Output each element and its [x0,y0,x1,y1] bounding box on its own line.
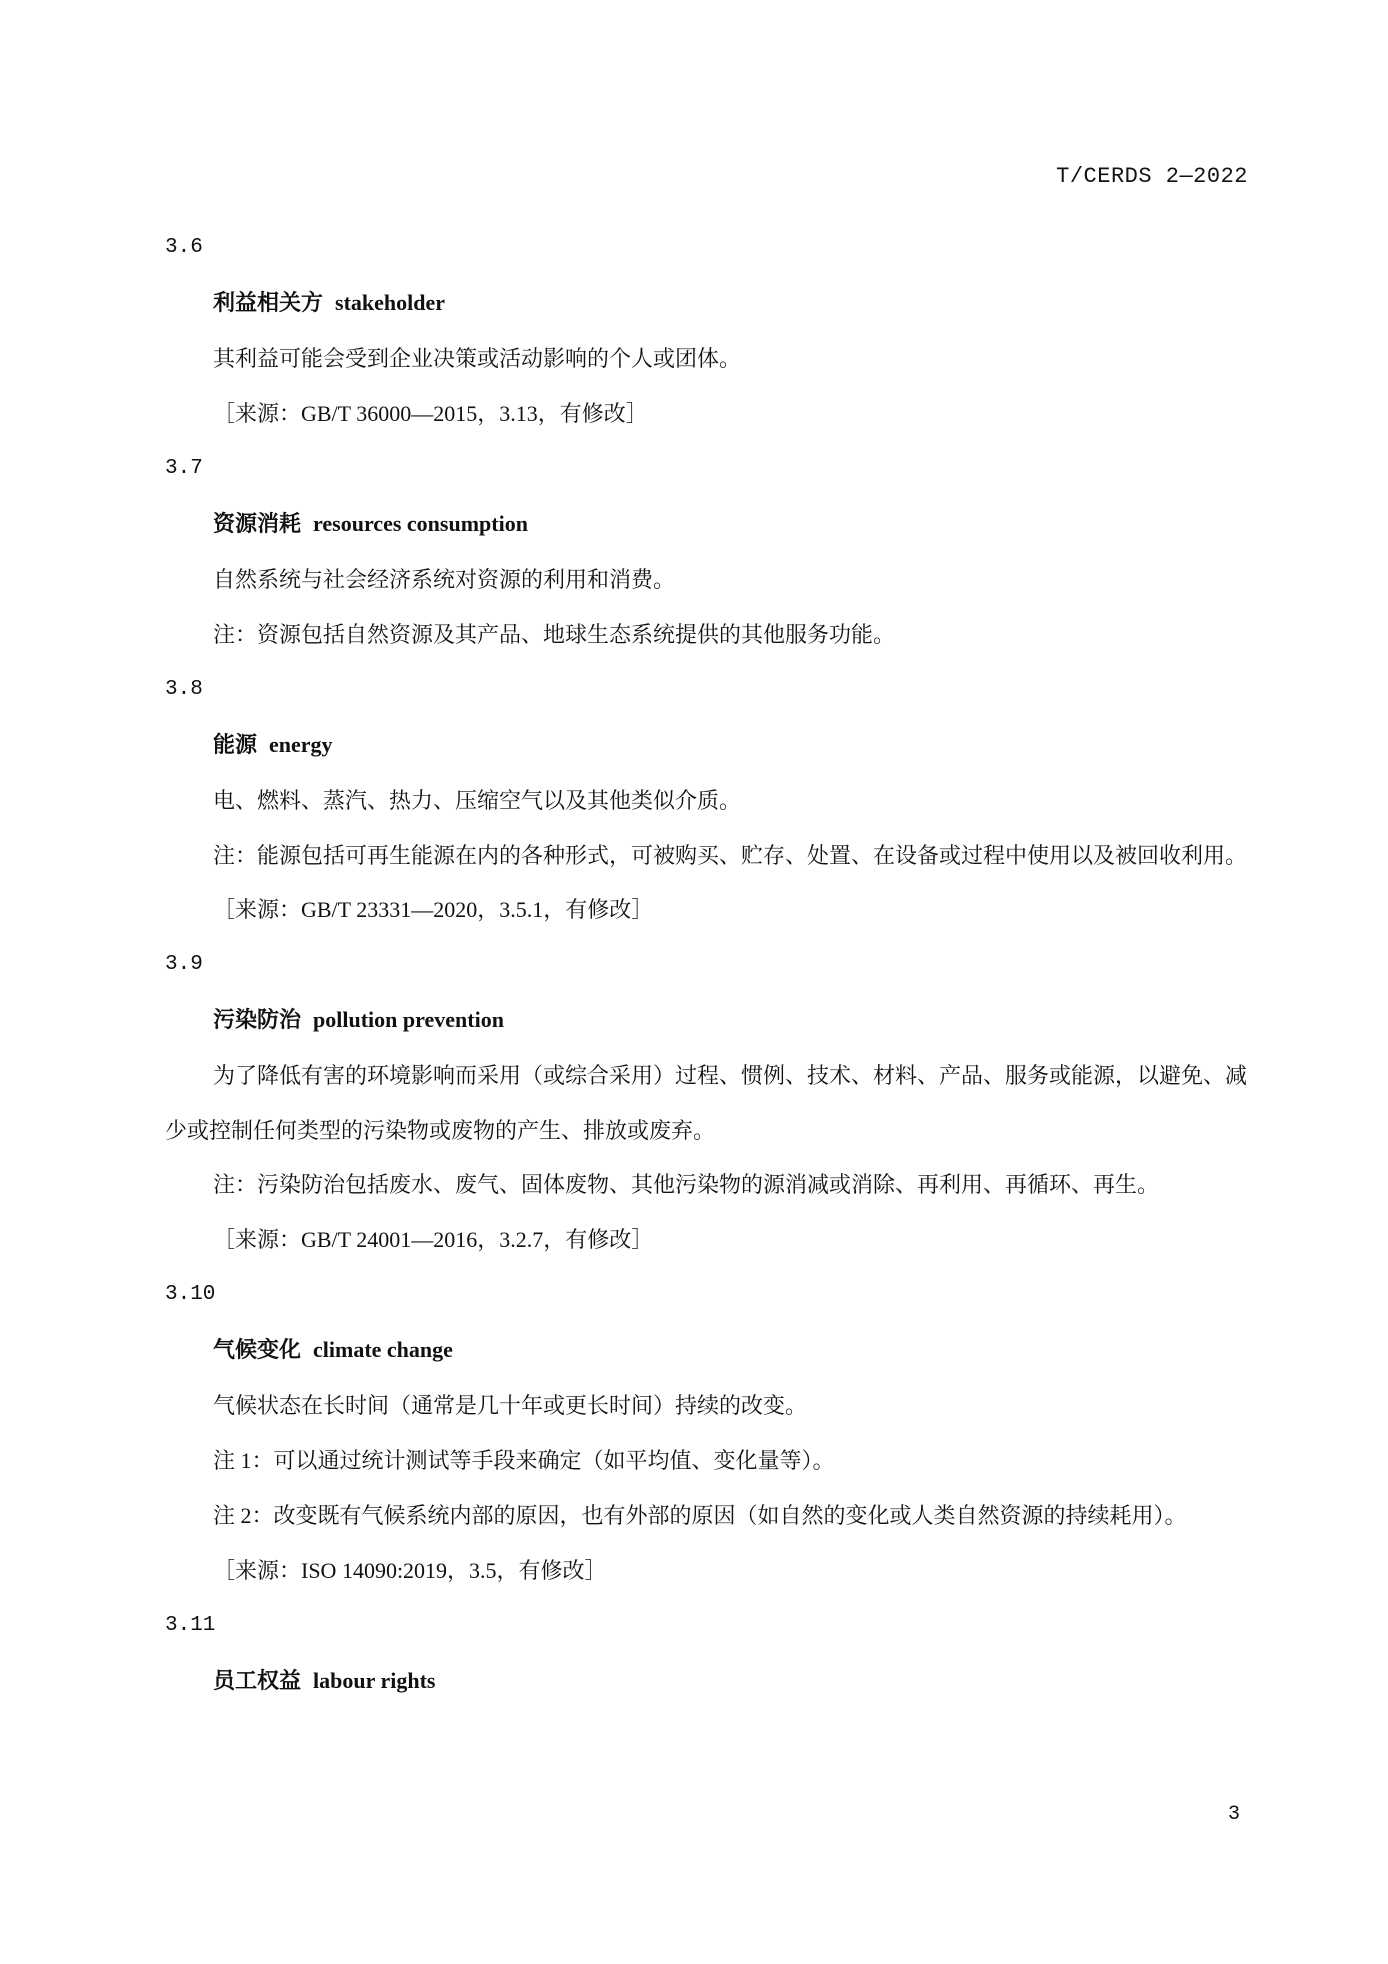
note: 注：资源包括自然资源及其产品、地球生态系统提供的其他服务功能。 [213,622,896,647]
term-heading [165,1006,1255,1035]
clause-number: 3.11 [165,1614,216,1637]
term-zh: 气候变化 [213,1338,302,1363]
definition: 其利益可能会受到企业决策或活动影响的个人或团体。 [213,346,742,371]
note: 注：污染防治包括废水、废气、固体废物、其他污染物的源消减或消除、再利用、再循环、再生。 [213,1172,1160,1197]
terms-content [165,234,1255,1723]
term-zh: 利益相关方 [213,291,324,316]
term-en: pollution prevention [313,1007,504,1032]
term-zh: 资源消耗 [213,512,302,537]
term-en: stakeholder [335,290,446,315]
term-heading [165,1667,1255,1696]
term-en: labour rights [313,1668,436,1693]
term-zh: 污染防治 [213,1008,302,1033]
definition: 电、燃料、蒸汽、热力、压缩空气以及其他类似介质。 [213,788,742,813]
note: 注：能源包括可再生能源在内的各种形式，可被购买、贮存、处置、在设备或过程中使用以及被回收利用。 [213,843,1248,868]
note-2: 注 2：改变既有气候系统内部的原因，也有外部的原因（如自然的变化或人类自然资源的持续耗用）。 [213,1503,1187,1528]
definition: 自然系统与社会经济系统对资源的利用和消费。 [213,567,676,592]
source-note: ［来源：GB/T 36000—2015，3.13，有修改］ [213,401,648,426]
page-number: 3 [1227,1803,1240,1826]
term-en: climate change [313,1337,453,1362]
term-en: resources consumption [313,511,528,536]
document-code: T/CERDS 2—2022 [1056,164,1248,189]
definition: 为了降低有害的环境影响而采用（或综合采用）过程、惯例、技术、材料、产品、服务或能源，以避免、减少或控制任何类型的污染物或废物的产生、排放或废弃。 [165,1063,1248,1143]
term-en: energy [269,732,333,757]
clause-number: 3.6 [165,236,203,259]
note-1: 注 1：可以通过统计测试等手段来确定（如平均值、变化量等）。 [213,1448,835,1473]
source-note: ［来源：GB/T 23331—2020，3.5.1，有修改］ [213,897,654,922]
term-heading [165,289,1255,318]
term-heading [165,1336,1255,1365]
term-heading [165,510,1255,539]
clause-number: 3.10 [165,1283,216,1306]
clause-number: 3.8 [165,678,203,701]
term-heading [165,731,1255,760]
definition: 气候状态在长时间（通常是几十年或更长时间）持续的改变。 [213,1393,808,1418]
term-zh: 能源 [213,733,258,758]
term-zh: 员工权益 [213,1669,302,1694]
clause-number: 3.9 [165,953,203,976]
source-note: ［来源：ISO 14090:2019，3.5，有修改］ [213,1558,607,1583]
clause-number: 3.7 [165,457,203,480]
source-note: ［来源：GB/T 24001—2016，3.2.7，有修改］ [213,1227,654,1252]
